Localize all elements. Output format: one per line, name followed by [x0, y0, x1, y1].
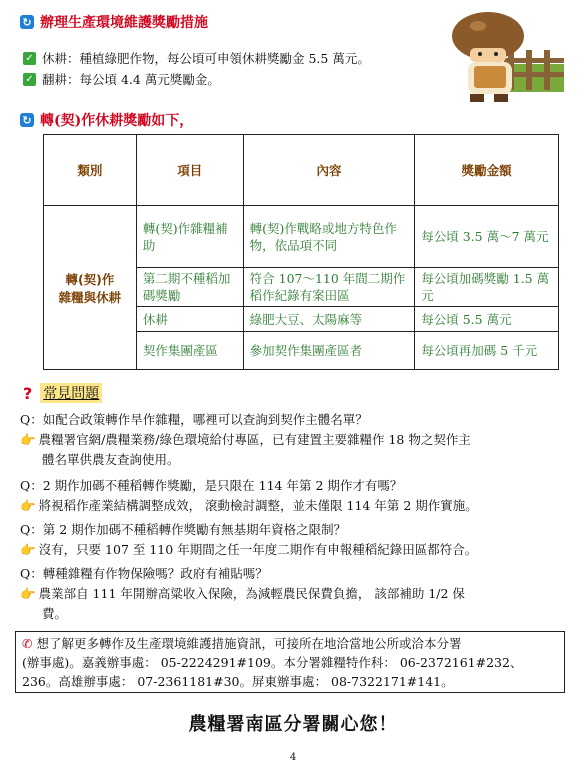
faq-answer: 將視稻作產業結構調整成效， 滾動檢討調整，並未僅限 114 年第 2 期作實施。	[38, 498, 478, 513]
cell-amount: 每公頃 3.5 萬～7 萬元	[415, 206, 559, 268]
list-item-text: 休耕：種植綠肥作物，每公頃可申領休耕獎勵金 5.5 萬元。	[42, 51, 370, 66]
section-title-text: 轉(契)作休耕獎勵如下，	[40, 113, 194, 129]
table-header-category: 類別	[44, 135, 137, 206]
section-title-fallow-rewards	[20, 110, 193, 130]
list-item	[23, 70, 220, 88]
table-header-row	[44, 135, 559, 206]
cell-item: 休耕	[136, 307, 243, 332]
cell-content: 綠肥大豆、太陽麻等	[243, 307, 415, 332]
contact-line: 236。高雄辦事處： 07-2361181#30。屏東辦事處： 08-7322171#141。	[22, 674, 454, 689]
list-item-text: 翻耕：每公頃 4.4 萬元獎勵金。	[42, 72, 220, 87]
cell-content: 參加契作集團產區者	[243, 332, 415, 370]
faq-item	[20, 410, 570, 470]
faq-answer-continued: 費。	[42, 606, 68, 621]
table-header-item: 項目	[136, 135, 243, 206]
faq-answer: 沒有，只要 107 至 110 年期間之任一年度二期作有申報種稻紀錄田區都符合。	[38, 542, 478, 557]
contact-line: 想了解更多轉作及生產環境維護措施資訊，可接所在地洽當地公所或洽本分署	[36, 636, 462, 651]
table-header-amount: 獎勵金額	[415, 135, 559, 206]
section-title-environment	[20, 12, 208, 32]
faq-question: Q：如配合政策轉作旱作雜糧，哪裡可以查詢到契作主體名單？	[20, 412, 368, 427]
faq-answer-continued: 體名單供農友查詢使用。	[42, 452, 180, 467]
list-item	[23, 49, 370, 67]
faq-question: Q：轉種雜糧有作物保險嗎？政府有補貼嗎？	[20, 566, 268, 581]
faq-item	[20, 476, 570, 516]
faq-title: 常見問題	[40, 383, 102, 403]
sync-icon: ↻	[20, 15, 34, 29]
cell-amount: 每公頃 5.5 萬元	[415, 307, 559, 332]
sync-icon: ↻	[20, 113, 34, 127]
faq-answer: 農業部自 111 年開辦高粱收入保險，為減輕農民保費負擔， 該部補助 1/2 保	[38, 586, 465, 601]
category-line: 轉(契)作	[65, 271, 115, 287]
question-mark-icon: ?	[23, 383, 33, 403]
table-row	[44, 206, 559, 268]
cell-item: 契作集團產區	[136, 332, 243, 370]
closing-message: 農糧署南區分署關心您！	[188, 714, 398, 735]
checkbox-checked-icon: ✓	[23, 52, 36, 65]
cell-amount: 每公頃加碼獎勵 1.5 萬元	[415, 268, 559, 307]
contact-line: (辦事處)。嘉義辦事處： 05-2224291#109。本分署雜糧特作科： 06-2372161#232、	[22, 655, 523, 670]
cell-amount: 每公頃再加碼 5 千元	[415, 332, 559, 370]
faq-item	[20, 520, 570, 560]
contact-info-box	[15, 631, 565, 693]
faq-question: Q：2 期作加碼不種稻轉作獎勵，是只限在 114 年第 2 期作才有嗎？	[20, 478, 403, 493]
faq-question: Q：第 2 期作加碼不種稻轉作獎勵有無基期年資格之限制？	[20, 522, 347, 537]
category-line: 雜糧與休耕	[58, 289, 122, 305]
faq-heading	[23, 383, 102, 403]
cell-item: 轉(契)作雜糧補助	[136, 206, 243, 268]
page-number: 4	[289, 752, 297, 763]
phone-icon: ✆	[22, 636, 33, 651]
cell-content: 符合 107～110 年間二期作稻作紀錄有案田區	[243, 268, 415, 307]
mushroom-farmer-mascot-illustration	[448, 8, 566, 104]
checkbox-checked-icon: ✓	[23, 73, 36, 86]
faq-item	[20, 564, 570, 624]
pointing-hand-icon: 👉	[20, 498, 36, 513]
rewards-table	[43, 134, 559, 370]
pointing-hand-icon: 👉	[20, 586, 36, 601]
section-title-text: 辦理生產環境維護獎勵措施	[40, 15, 208, 31]
pointing-hand-icon: 👉	[20, 432, 36, 447]
faq-answer: 農糧署官網/農糧業務/綠色環境給付專區，已有建置主要雜糧作 18 物之契作主	[38, 432, 471, 447]
pointing-hand-icon: 👉	[20, 542, 36, 557]
table-header-content: 內容	[243, 135, 415, 206]
cell-content: 轉(契)作戰略或地方特色作物，依品項不同	[243, 206, 415, 268]
category-cell	[44, 206, 137, 370]
cell-item: 第二期不種稻加碼獎勵	[136, 268, 243, 307]
